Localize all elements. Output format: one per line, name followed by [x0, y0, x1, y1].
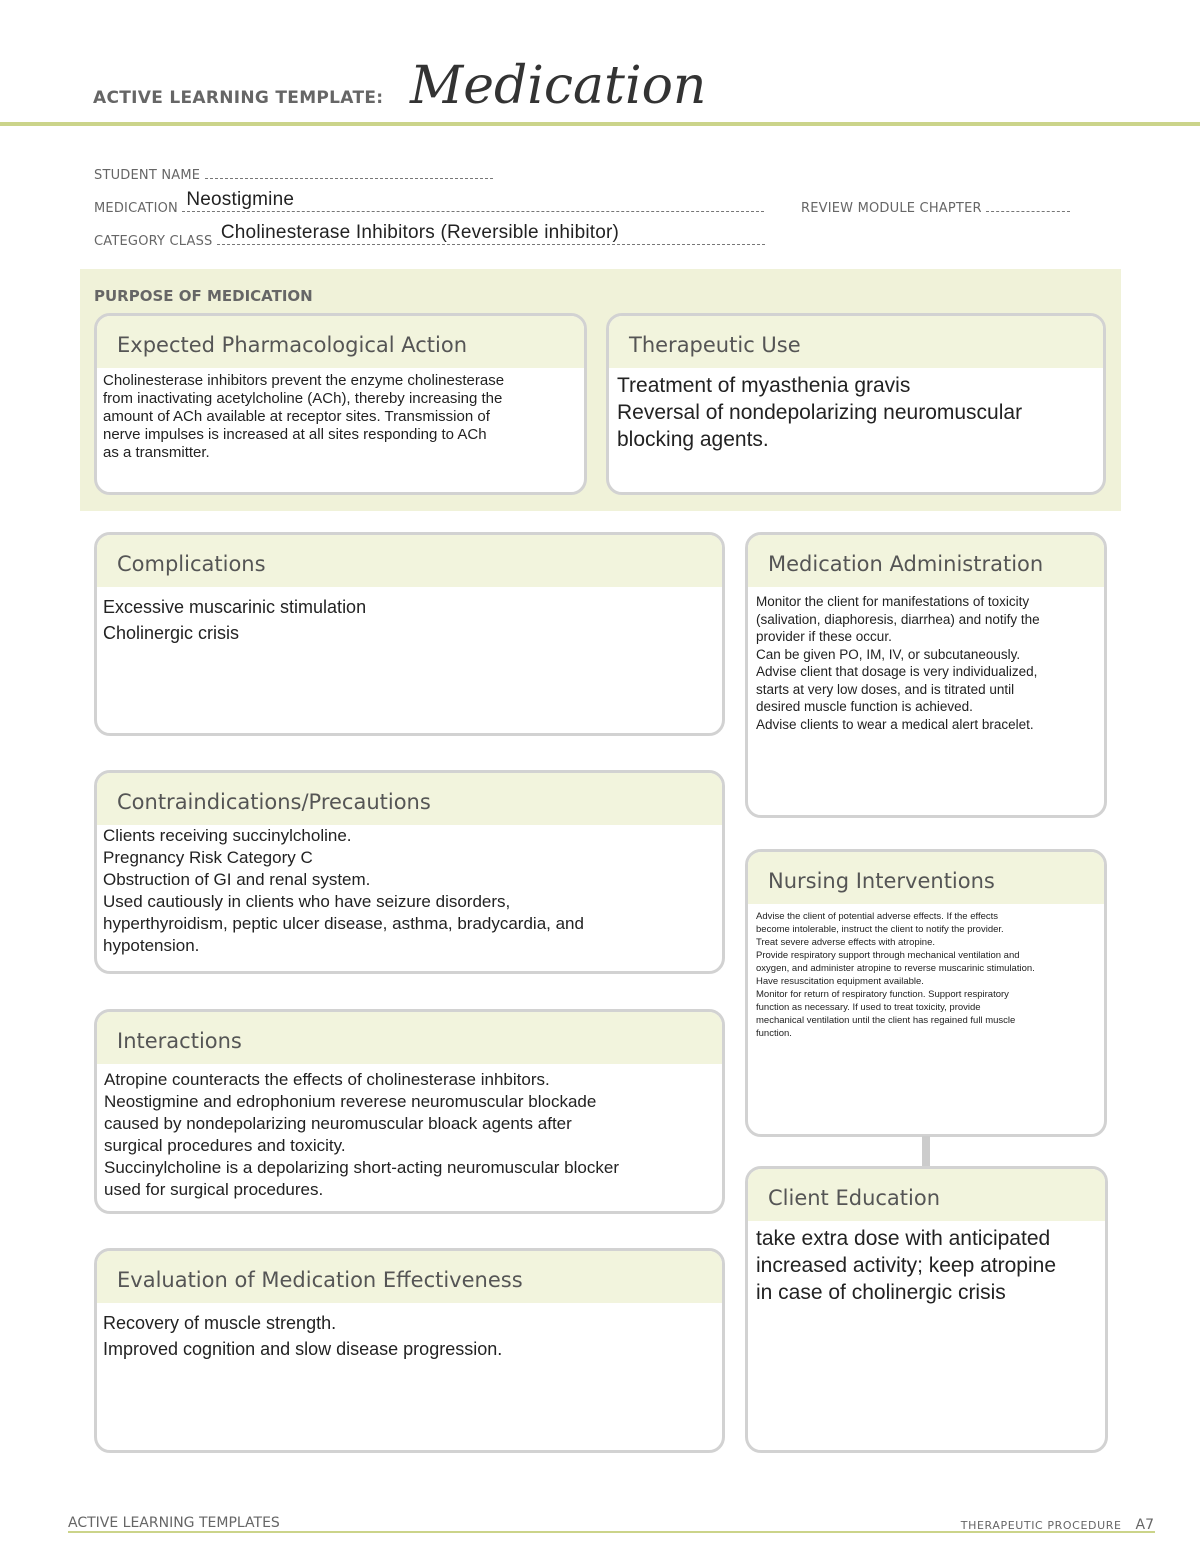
medication-administration-text[interactable]: [748, 587, 1104, 733]
text-line: Clients receiving succinylcholine.: [103, 826, 352, 845]
text-line: caused by nondepolarizing neuromuscular bloack agents after: [104, 1114, 572, 1133]
header-divider: [0, 122, 1200, 126]
text-line: Treat severe adverse effects with atropine.: [756, 937, 936, 948]
complications-box: [94, 532, 725, 736]
text-line: function.: [756, 1028, 792, 1039]
text-line: starts at very low doses, and is titrated until: [756, 681, 1015, 697]
expected-action-text[interactable]: [97, 368, 584, 462]
text-line: nerve impulses is increased at all sites responding to ACh: [103, 426, 487, 443]
therapeutic-use-text[interactable]: [609, 368, 1103, 453]
page-title: Medication: [410, 56, 707, 116]
text-line: Recovery of muscle strength.: [103, 1313, 337, 1333]
text-line: hyperthyroidism, peptic ulcer disease, asthma, bradycardia, and: [103, 914, 584, 933]
interactions-box: [94, 1009, 725, 1214]
evaluation-title: Evaluation of Medication Effectiveness: [97, 1251, 722, 1303]
text-line: hypotension.: [103, 936, 200, 955]
nursing-interventions-box: [745, 849, 1107, 1137]
medication-administration-title: Medication Administration: [748, 535, 1104, 587]
medication-label: MEDICATION: [94, 201, 178, 216]
text-line: Obstruction of GI and renal system.: [103, 870, 371, 889]
text-line: Treatment of myasthenia gravis: [617, 374, 911, 397]
text-line: take extra dose with anticipated: [756, 1227, 1051, 1250]
client-education-title: Client Education: [748, 1169, 1105, 1221]
expected-action-box: [94, 313, 587, 495]
text-line: Have resuscitation equipment available.: [756, 976, 924, 987]
template-prefix: ACTIVE LEARNING TEMPLATE:: [93, 88, 384, 108]
page-header: [0, 0, 1200, 130]
text-line: Used cautiously in clients who have seizure disorders,: [103, 892, 511, 911]
text-line: Cholinesterase inhibitors prevent the enzyme cholinesterase: [103, 372, 505, 389]
text-line: become intolerable, instruct the client to notify the provider.: [756, 924, 1004, 935]
medication-row: [94, 189, 764, 216]
text-line: amount of ACh available at receptor sites. Transmission of: [103, 408, 490, 425]
contraindications-box: [94, 770, 725, 974]
complications-text[interactable]: [97, 587, 722, 646]
text-line: surgical procedures and toxicity.: [104, 1136, 346, 1155]
medication-value: Neostigmine: [186, 189, 295, 210]
text-line: Neostigmine and edrophonium reverese neuromuscular blockade: [104, 1092, 597, 1111]
text-line: Provide respiratory support through mechanical ventilation and: [756, 950, 1020, 961]
purpose-label: PURPOSE OF MEDICATION: [94, 287, 313, 305]
text-line: from inactivating acetylcholine (ACh), thereby increasing the: [103, 390, 503, 407]
text-line: Advise clients to wear a medical alert bracelet.: [756, 716, 1034, 732]
review-module-label: REVIEW MODULE CHAPTER: [801, 201, 982, 216]
nursing-interventions-title: Nursing Interventions: [748, 852, 1104, 904]
medication-administration-box: [745, 532, 1107, 818]
text-line: Monitor for return of respiratory function. Support respiratory: [756, 989, 1009, 1000]
text-line: Advise the client of potential adverse effects. If the effects: [756, 911, 999, 922]
text-line: (salivation, diaphoresis, diarrhea) and notify the: [756, 611, 1040, 627]
client-education-box: [745, 1166, 1108, 1453]
text-line: blocking agents.: [617, 428, 769, 451]
therapeutic-use-title: Therapeutic Use: [609, 316, 1103, 368]
text-line: Pregnancy Risk Category C: [103, 848, 313, 867]
text-line: function as necessary. If used to treat toxicity, provide: [756, 1002, 981, 1013]
text-line: Advise client that dosage is very individualized,: [756, 664, 1038, 679]
client-education-text[interactable]: [748, 1221, 1105, 1306]
category-class-value: Cholinesterase Inhibitors (Reversible inhibitor): [220, 222, 620, 243]
interactions-title: Interactions: [97, 1012, 722, 1064]
contraindications-title: Contraindications/Precautions: [97, 773, 722, 825]
text-line: provider if these occur.: [756, 629, 892, 644]
page-number: A7: [1135, 1517, 1154, 1533]
evaluation-text[interactable]: [97, 1303, 722, 1362]
review-module-field[interactable]: [986, 198, 1070, 212]
student-name-row: [94, 165, 493, 183]
expected-action-title: Expected Pharmacological Action: [97, 316, 584, 368]
text-line: Reversal of nondepolarizing neuromuscular: [617, 401, 1023, 424]
text-line: Atropine counteracts the effects of cholinesterase inhbitors.: [104, 1070, 550, 1089]
complications-title: Complications: [97, 535, 722, 587]
text-line: Cholinergic crisis: [103, 623, 240, 643]
student-name-field[interactable]: [205, 165, 493, 179]
text-line: as a transmitter.: [103, 444, 210, 461]
text-line: oxygen, and administer atropine to reverse muscarinic stimulation.: [756, 963, 1035, 974]
footer-left-text: ACTIVE LEARNING TEMPLATES: [68, 1515, 280, 1531]
category-class-field[interactable]: [217, 222, 765, 245]
text-line: Excessive muscarinic stimulation: [103, 597, 367, 617]
text-line: Succinylcholine is a depolarizing short-acting neuromuscular blocker: [104, 1158, 619, 1177]
text-line: desired muscle function is achieved.: [756, 699, 973, 714]
medication-field[interactable]: [182, 189, 764, 212]
footer-right: [961, 1517, 1154, 1533]
text-line: used for surgical procedures.: [104, 1180, 324, 1199]
footer-section-label: THERAPEUTIC PROCEDURE: [960, 1519, 1122, 1532]
student-name-label: STUDENT NAME: [94, 168, 201, 183]
nursing-interventions-text[interactable]: [748, 904, 1104, 1040]
text-line: in case of cholinergic crisis: [756, 1281, 1006, 1304]
connector-bar: [922, 1136, 930, 1166]
text-line: Improved cognition and slow disease progression.: [103, 1339, 503, 1359]
text-line: Monitor the client for manifestations of toxicity: [756, 594, 1030, 609]
text-line: increased activity; keep atropine: [756, 1254, 1056, 1277]
review-module-row: [801, 198, 1070, 216]
therapeutic-use-box: [606, 313, 1106, 495]
evaluation-box: [94, 1248, 725, 1453]
text-line: mechanical ventilation until the client has regained full muscle: [756, 1015, 1016, 1026]
category-class-row: [94, 222, 765, 249]
interactions-text[interactable]: [97, 1064, 722, 1201]
category-class-label: CATEGORY CLASS: [94, 234, 213, 249]
contraindications-text[interactable]: [97, 825, 722, 957]
text-line: Can be given PO, IM, IV, or subcutaneously.: [756, 646, 1021, 662]
